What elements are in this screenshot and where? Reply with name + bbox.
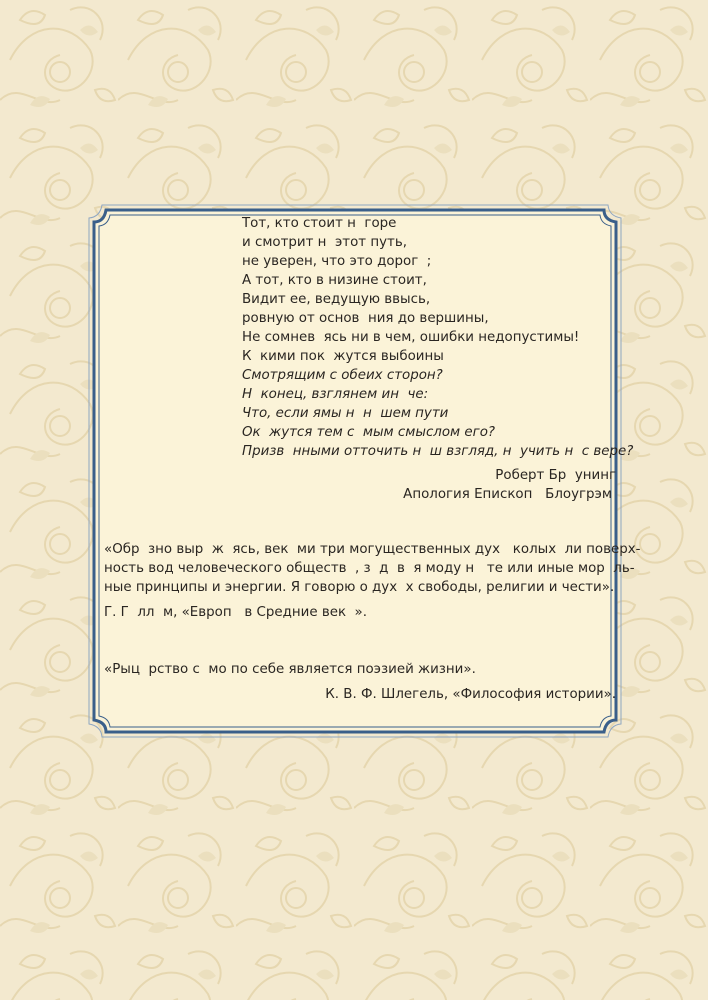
poem-line-6: ровную от основ ния до вершины, — [242, 311, 489, 326]
quote-hallam — [104, 540, 641, 622]
poem-line-11: Что, если ямы н н шем пути — [242, 406, 449, 421]
poem-line-2: и смотрит н этот путь, — [242, 235, 407, 250]
poem-work-title: Апология Епископ Блоугрэм — [403, 487, 612, 502]
poem-line-12: Ок жутся тем с мым смыслом его? — [242, 425, 495, 440]
quote-frame — [80, 196, 641, 746]
quote-hallam-line-2: ность вод человеческого обществ , з д в я моду н те или иные мор ль- — [104, 561, 635, 576]
quote-hallam-line-3: ные принципы и энергии. Я говорю о дух х свободы, религии и чести». — [104, 580, 615, 595]
poem-epigraph — [242, 214, 634, 504]
poem-author: Роберт Бр унинг — [495, 468, 616, 483]
quote-schlegel-attribution: К. В. Ф. Шлегель, «Философия истории». — [325, 687, 616, 702]
quote-hallam-attribution: Г. Г лл м, «Европ в Средние век ». — [104, 605, 367, 620]
frame-content — [104, 214, 641, 704]
poem-line-3: не уверен, что это дорог ; — [242, 254, 432, 269]
quote-schlegel-text: «Рыц рство с мо по себе является поэзией жизни». — [104, 662, 476, 677]
poem-line-7: Не сомнев ясь ни в чем, ошибки недопустимы! — [242, 330, 580, 345]
poem-line-13: Призв нными отточить н ш взгляд, н учить н с вере? — [242, 444, 634, 459]
poem-line-1: Тот, кто стоит н горе — [242, 216, 397, 231]
poem-line-4: А тот, кто в низине стоит, — [242, 273, 427, 288]
poem-line-9: Смотрящим с обеих сторон? — [242, 368, 443, 383]
poem-line-10: Н конец, взглянем ин че: — [242, 387, 429, 402]
poem-line-8: К кими пок жутся выбоины — [242, 349, 444, 364]
quote-schlegel — [104, 660, 616, 704]
quote-hallam-line-1: «Обр зно выр ж ясь, век ми три могущественных дух колых ли поверх- — [104, 542, 641, 557]
poem-line-5: Видит ее, ведущую ввысь, — [242, 292, 431, 307]
